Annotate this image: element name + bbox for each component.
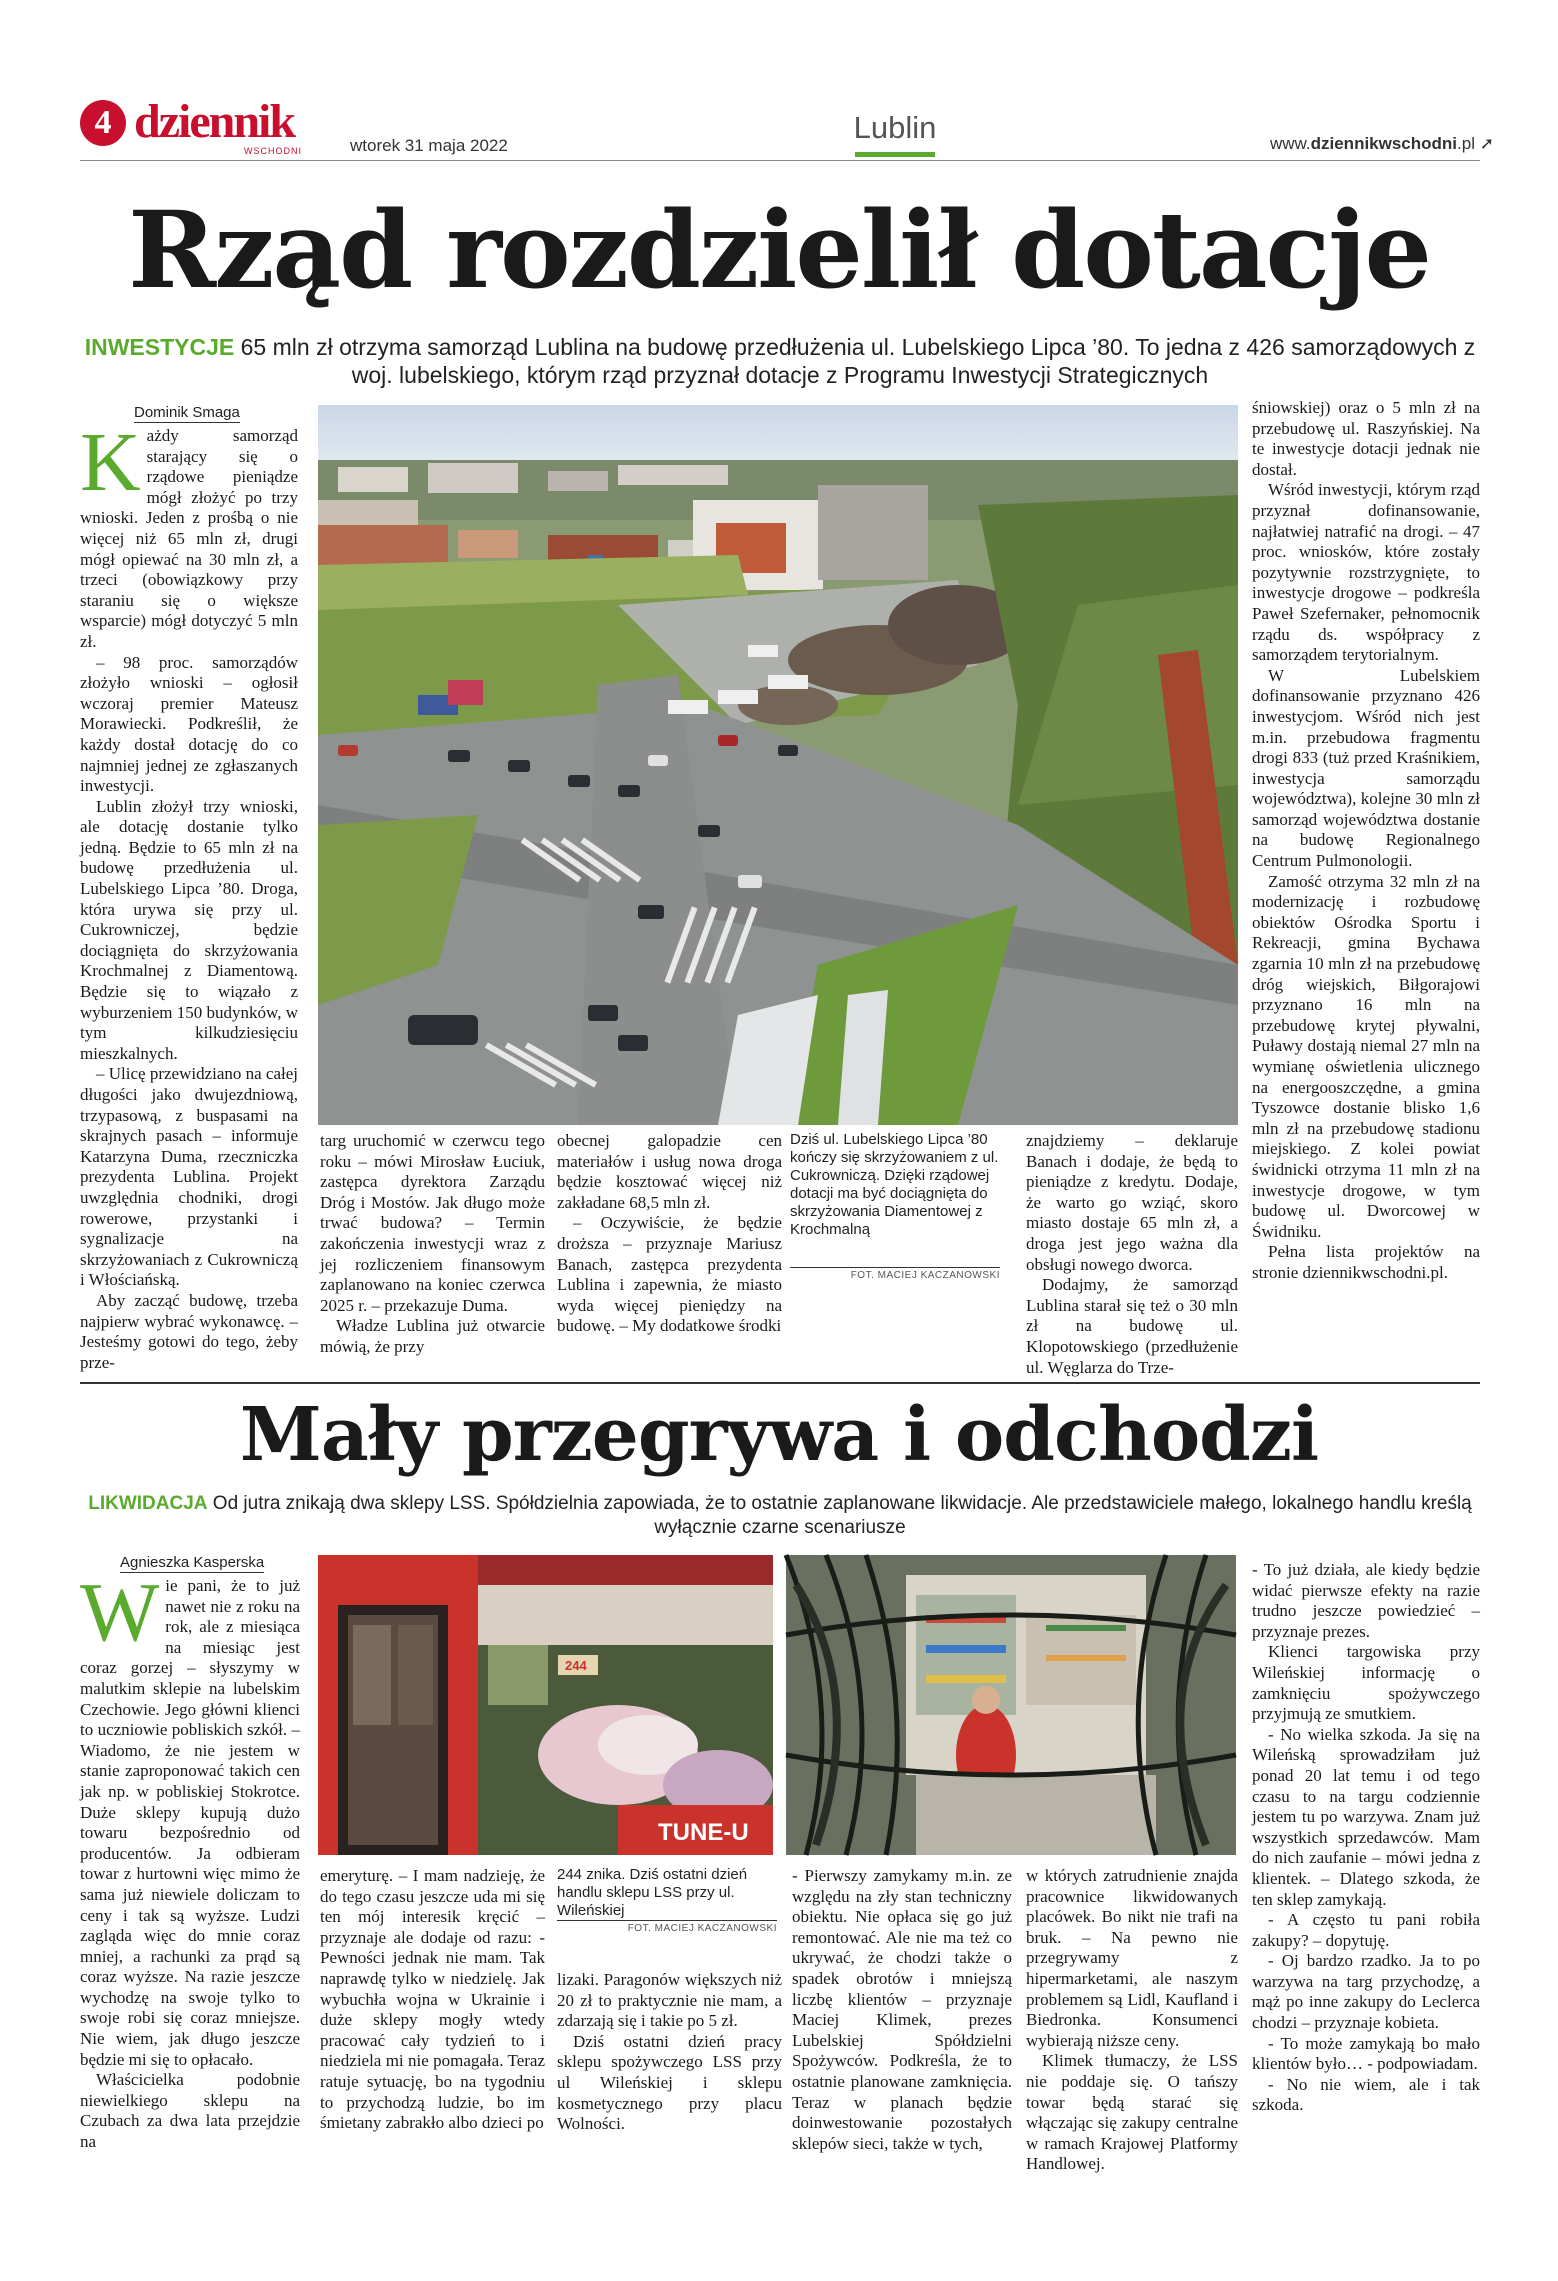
- masthead-logo-sub: WSCHODNI: [244, 146, 302, 156]
- article2-paragraph: - Oj bardzo rzadko. Ja to po warzywa na targ przychodzę, a mąż po inne zakupy do Leclerca chodzi – przyznaje kobieta.: [1252, 1951, 1480, 2033]
- article2-headline: Mały przegrywa i odchodzi: [239, 1392, 1319, 1478]
- article2-paragraph: Właścicielka podobnie niewielkiego sklepu na Czubach za dwa lata przejdzie na: [80, 2070, 300, 2152]
- article2-paragraph: - No nie wiem, ale i tak szkoda.: [1252, 2074, 1480, 2115]
- article2-paragraph: Klimek tłumaczy, że LSS nie poddaje się. O tańszy towar będą starać się włączając się zakupy centralne w ramach Krajowej Platformy Handlowej.: [1026, 2051, 1238, 2174]
- site-url-prefix: www.: [1270, 134, 1311, 153]
- article1-lead: [80, 333, 1480, 389]
- article1-author: Dominik Smaga: [134, 404, 240, 421]
- store-interior-illustration: [786, 1555, 1236, 1855]
- article2-col6: [1252, 1560, 1480, 2256]
- article2-col1: [80, 1566, 300, 2256]
- article2-col2: [320, 1866, 545, 2256]
- article2-col4: [792, 1866, 1012, 2256]
- store-number: 244: [565, 1658, 587, 1673]
- article2-paragraph: - Pierwszy zamykamy m.in. ze względu na zły stan techniczny obiektu. Nie opłaca się go już remontować. Ale nie ma też co ukrywać, że chodzi także o spadek obrotów i mniejszą liczbę klientów – przyznaje Maciej Klimek, prezes Lubelskiej Spółdzielni Spożywców. Podkreśla, że to ostatnie planowane zamknięcia. Teraz w planach będzie doinwestowanie pozostałych sklepów sieci, także w tych,: [792, 1866, 1012, 2153]
- store-entrance-illustration: [318, 1555, 773, 1855]
- article1-paragraph: Pełna lista projektów na stronie dziennikwschodni.pl.: [1252, 1242, 1480, 1282]
- page-number: 4: [80, 100, 126, 146]
- article1-lead-text: 65 mln zł otrzyma samorząd Lublina na budowę przedłużenia ul. Lubelskiego Lipca ’80. To jedna z 426 samorządowych z woj. lubelskiego, którym rząd przyznał dotacje z Programu Inwestycji Strategicznych: [240, 334, 1476, 388]
- article1-col3: [557, 1131, 782, 1371]
- article2-paragraph: Klienci targowiska przy Wileńskiej informację o zamknięciu spożywczego przyjmują ze smutkiem.: [1252, 1642, 1480, 1724]
- aerial-intersection-illustration: [318, 405, 1238, 1125]
- article2-drop-cap: W: [80, 1566, 160, 1659]
- article1-col2: [320, 1131, 545, 1371]
- article1-paragraph: znajdziemy – deklaruje Banach i dodaje, że będą to pieniądze z kredytu. Dodaje, że warto go wziąć, skoro miasto dostaje 65 mln zł, a droga jest jego ważna dla obsługi nowego dworca.: [1026, 1131, 1238, 1274]
- article1-photo-caption: Dziś ul. Lubelskiego Lipca ’80 kończy się skrzyżowaniem z ul. Cukrowniczą. Dzięki rządowej dotacji ma być dociągnięta do skrzyżowania Diamentowej z Krochmalną: [790, 1131, 999, 1238]
- store-sign: TUNE-U: [658, 1819, 749, 1846]
- store-interior-photo: [786, 1555, 1236, 1855]
- article1-paragraph: targ uruchomić w czerwcu tego roku – mówi Mirosław Łuciuk, zastępca dyrektora Zarządu Dróg i Mostów. Jak długo może trwać budowa? – Termin zakończenia inwestycji wraz z jej rozliczeniem finansowym zaplanowano na koniec czerwca 2025 r. – przekazuje Duma.: [320, 1131, 545, 1315]
- article1-paragraph: Lublin złożył trzy wnioski, ale dotację dostanie tylko jedną. Będzie to 65 mln zł na budowę przedłużenia ul. Lubelskiego Lipca ’80. Droga, która urywa się przy ul. Cukrowniczej, będzie dociągnięta do skrzyżowania Krochmalnej z Diamentową. Będzie się to wiązało z wyburzeniem 150 budynków, w tym kilkudziesięciu mieszkalnych.: [80, 796, 298, 1063]
- store-entrance-photo: [318, 1555, 773, 1855]
- article1-paragraph: obecnej galopadzie cen materiałów i usług nowa droga będzie kosztować więcej niż zakładane 68,5 mln zł.: [557, 1131, 782, 1212]
- article2-col3: [557, 1970, 782, 2256]
- article1-drop-cap: K: [80, 416, 141, 509]
- article2-col5: [1026, 1866, 1238, 2256]
- article-separator: [80, 1382, 1480, 1384]
- article1-col6: [1252, 398, 1480, 1374]
- article2-paragraph: - To może zamykają bo mało klientów było… - podpowiadam.: [1252, 2033, 1480, 2074]
- article1-photo-credit: FOT. MACIEJ KACZANOWSKI: [790, 1267, 1000, 1281]
- section-label: Lublin: [853, 110, 937, 145]
- article1-paragraph: Władze Lublina już otwarcie mówią, że przy: [320, 1316, 545, 1356]
- section-underline: [855, 152, 935, 157]
- article2-kicker: LIKWIDACJA: [88, 1493, 208, 1514]
- article1-paragraph: Dodajmy, że samorząd Lublina starał się też o 30 mln zł na budowę ul. Klopotowskiego (przedłużenie ul. Węglarza do Trze-: [1026, 1275, 1238, 1377]
- article1-paragraph: ażdy samorząd starający się o rządowe pieniądze mógł złożyć po trzy wnioski. Jeden z prośbą o nie więcej niż 65 mln zł, drugi mógł opiewać na 30 mln zł, a trzeci (obowiązkowy przy staraniu się o większe wsparcie) mógł dotyczyć 5 mln zł.: [80, 426, 298, 651]
- article2-paragraph: Dziś ostatni dzień pracy sklepu spożywczego LSS przy ul Wileńskiej i sklepu kosmetycznego przy placu Wolności.: [557, 2031, 782, 2134]
- article1-col5: [1026, 1131, 1238, 1377]
- article1-paragraph: W Lubelskiem dofinansowanie przyznano 426 inwestycjom. Wśród nich jest m.in. przebudowa fragmentu drogi 833 (tuż przed Kraśnikiem, inwestycja samorządu województwa), kolejne 30 mln zł samorząd województwa dostanie na budowę Regionalnego Centrum Pulmonologii.: [1252, 665, 1480, 871]
- article1-paragraph: – Oczywiście, że będzie droższa – przyznaje Mariusz Banach, zastępca prezydenta Lublina i zapewnia, że miasto wyda więcej pieniędzy na budowę. – My dodatkowe środki: [557, 1213, 782, 1336]
- article2-paragraph: ie pani, że to już nawet nie z roku na rok, ale z miesiąca na miesiąc jest coraz gorzej – słyszymy w malutkim sklepie na lubelskim Czechowie. Jego główni klienci to uczniowie pobliskich szkół. – Wiadomo, że nie jestem w stanie zaproponować takich cen jak np. w pobliskiej Stokrotce. Duże sklepy kupują dużo towaru bezpośrednio od producentów. Ja odbieram towar z hurtowni więc mimo że sama już niewiele doliczam to ceny i tak są wyższe. Ludzi zagląda więc do mnie coraz mniej, a rachunki za prąd są coraz wyższe. Na razie jeszcze wychodzę na swoje tylko to swoje robi się coraz mniejsze. Nie wiem, jak długo jeszcze będzie mi się to opłacało.: [80, 1576, 300, 2069]
- article1-paragraph: Wśród inwestycji, którym rząd przyznał dofinansowanie, najłatwiej natrafić na drogi. – 47 proc. wniosków, które zostały pozytywnie rozstrzygnięte, to inwestycje drogowe – podkreśla Paweł Szefernaker, pełnomocnik rządu ds. współpracy z samorządem terytorialnym.: [1252, 480, 1480, 665]
- article2-paragraph: - To już działa, ale kiedy będzie widać pierwsze efekty na razie trudno jeszcze powiedzieć – przyznaje prezes.: [1252, 1560, 1480, 1641]
- site-url-suffix: .pl: [1457, 134, 1475, 153]
- article2-paragraph: lizaki. Paragonów większych niż 20 zł to praktycznie nie mam, a zdarzają się i takie po 5 zł.: [557, 1970, 782, 2031]
- aerial-intersection-photo: [318, 405, 1238, 1125]
- masthead-logo[interactable]: dziennik: [134, 95, 295, 148]
- article2-author: Agnieszka Kasperska: [120, 1554, 265, 1571]
- article2-paragraph: w których zatrudnienie znajda pracownice likwidowanych placówek. Bo nikt nie trafi na bruk. – Na pewno nie przegrywamy z hipermarketami, ale naszym problemem są Lidl, Kaufland i Biedronka. Konsumenci wybierają niższe ceny.: [1026, 1866, 1238, 2050]
- article1-headline: Rząd rozdzielił dotacje: [128, 187, 1430, 312]
- site-url-domain: dziennikwschodni: [1310, 134, 1458, 153]
- article1-paragraph: śniowskiej) oraz o 5 mln zł na przebudowę ul. Raszyńskiej. Na te inwestycje dotacji jednak nie dostał.: [1252, 398, 1480, 479]
- article1-paragraph: – Ulicę przewidziano na całej długości jako dwujezdniową, trzypasową, z buspasami na skrajnych pasach – informuje Katarzyna Duma, rzeczniczka prezydenta Lublina. Projekt uwzględnia chodniki, drogi rowerowe, przystanki i sygnalizacje na skrzyżowaniach z Cukrowniczą i Włościańską.: [80, 1064, 299, 1290]
- article2-photo-credit: FOT. MACIEJ KACZANOWSKI: [557, 1920, 777, 1934]
- article1-col1: [80, 416, 299, 1372]
- site-url[interactable]: [1270, 134, 1494, 154]
- article1-kicker: INWESTYCJE: [84, 334, 235, 360]
- article1-paragraph: Aby zacząć budowę, trzeba najpierw wybrać wykonawcę. – Jesteśmy gotowi do tego, żeby prze-: [80, 1290, 298, 1372]
- article2-lead: [80, 1492, 1480, 1540]
- article2-paragraph: - A często tu pani robiła zakupy? – dopytuję.: [1252, 1910, 1480, 1950]
- issue-date: wtorek 31 maja 2022: [350, 136, 508, 155]
- article2-paragraph: emeryturę. – I mam nadzieję, że do tego czasu jeszcze uda mi się ten mój interesik kręcić – przyznaje ale dodaje od razu: - Pewności jednak nie mam. Tak naprawdę tylko w niedzielę. Jak wybuchła wojna w Ukrainie i duże sklepy mogły wtedy pracować cały tydzień to i niedziela mi nie pomagała. Teraz ratuje sytuację, bo na tygodniu to przychodzą ludzie, bo im śmietany zabrakło albo dzieci po: [320, 1866, 545, 2133]
- header-rule: [80, 160, 1480, 161]
- article1-paragraph: – 98 proc. samorządów złożyło wnioski – ogłosił wczoraj premier Mateusz Morawiecki. Podkreślił, że każdy dostał dotację do co najmniej jednej ze zgłaszanych inwestycji.: [80, 652, 298, 796]
- article2-photo-caption: 244 znika. Dziś ostatni dzień handlu sklepu LSS przy ul. Wileńskiej: [557, 1866, 748, 1919]
- article1-paragraph: Zamość otrzyma 32 mln zł na modernizację i rozbudowę obiektów Ośrodka Sportu i Rekreacji, gmina Bychawa zgarnia 10 mln zł na przebudowę dróg wiejskich, Biłgorajowi przyznano 16 mln na przebudowę krytej pływalni, Puławy dostają niemal 27 mln na wymianę oświetlenia ulicznego na energooszczędne, a gmina Tyszowce dostanie blisko 1,6 mln zł na przebudowę stadionu miejskiego. Z kolei powiat świdnicki otrzyma 11 mln zł na inwestycje drogowe, w tym budowę ul. Dworcowej w Świdniku.: [1252, 871, 1480, 1241]
- article2-paragraph: - No wielka szkoda. Ja się na Wileńską sprowadziłam już ponad 20 lat temu i od tego czasu to na targu codziennie jestem tu po warzywa. Znam już wszystkich sprzedawców. Mam do nich zaufanie – mówi jedna z klientek. – Dlatego szkoda, że ten sklep zamykają.: [1252, 1724, 1480, 1909]
- cursor-icon: ➚: [1479, 134, 1494, 153]
- article2-lead-text: Od jutra znikają dwa sklepy LSS. Spółdzielnia zapowiada, że to ostatnie zaplanowane likwidacje. Ale przedstawiciele małego, lokalnego handlu kreślą wyłącznie czarne scenariusze: [212, 1493, 1472, 1538]
